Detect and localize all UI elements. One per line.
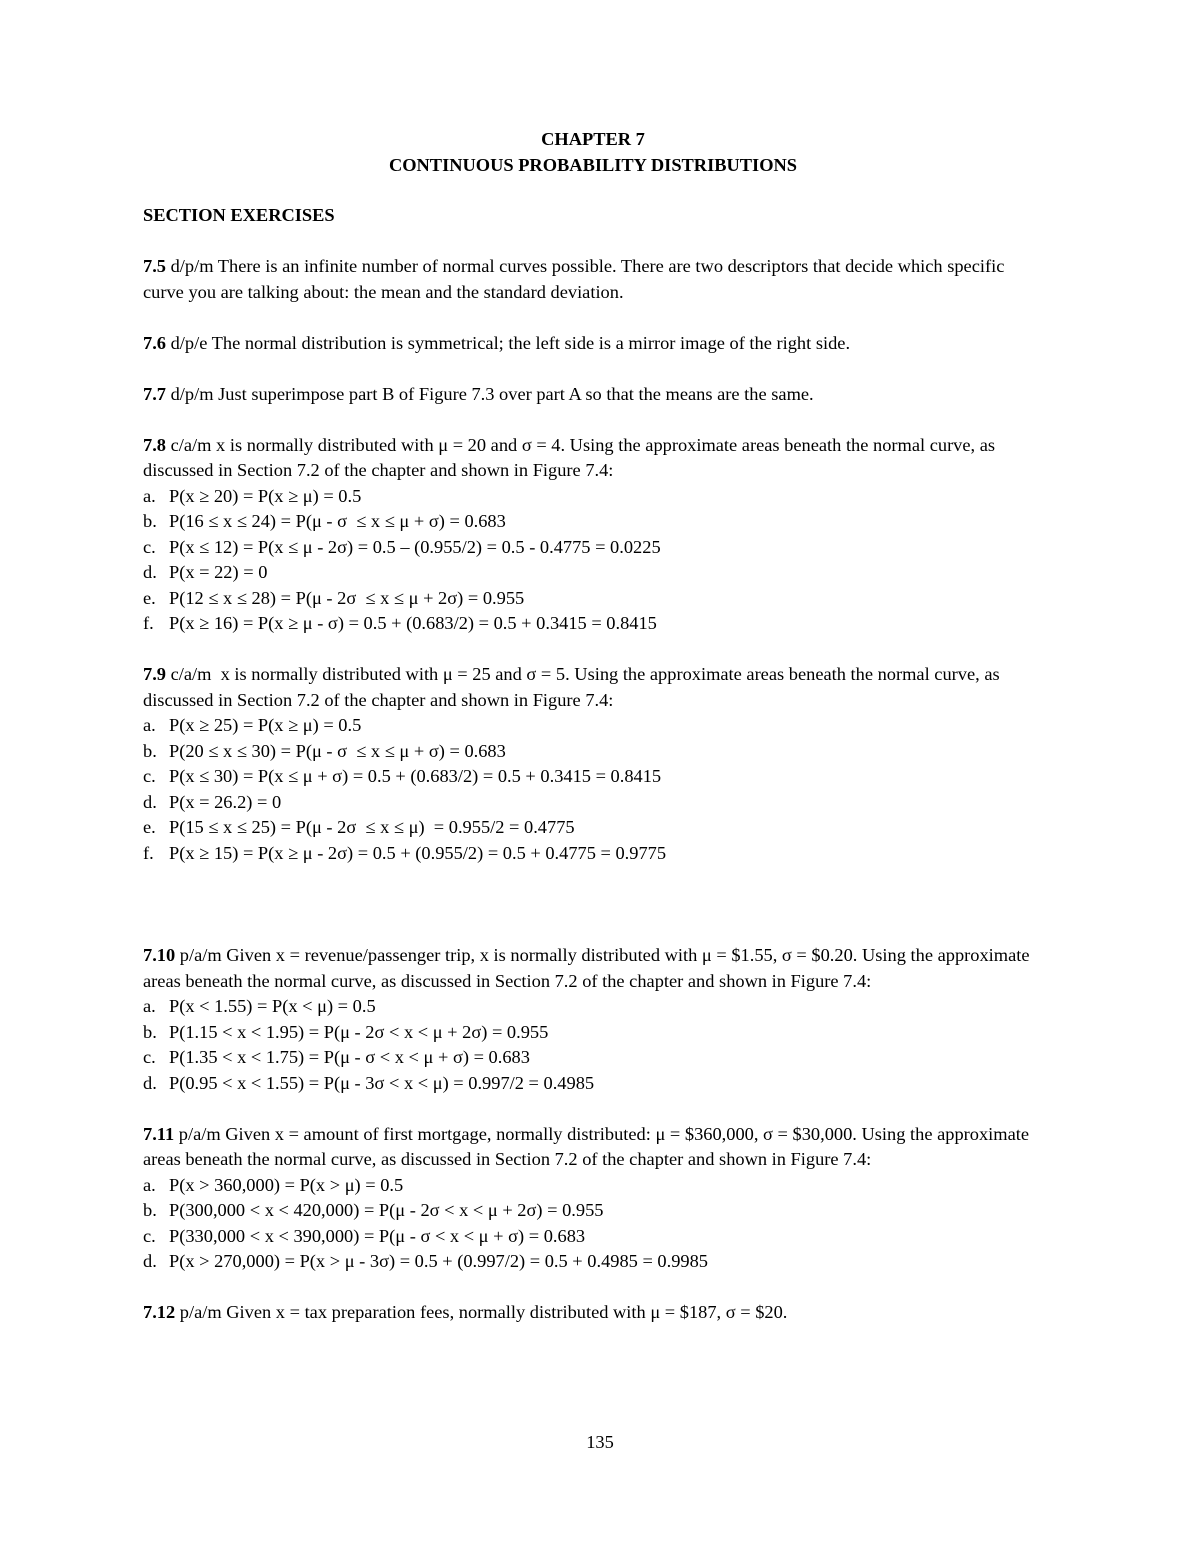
- answer-text: P(15 ≤ x ≤ 25) = P(μ - 2σ ≤ x ≤ μ) = 0.955/2 = 0.4775: [169, 817, 575, 837]
- exercise-text: p/a/m Given x = tax preparation fees, normally distributed with μ = $187, σ = $20.: [175, 1302, 788, 1322]
- answer-label: d.: [143, 791, 157, 812]
- answer-text: P(x > 270,000) = P(x > μ - 3σ) = 0.5 + (0.997/2) = 0.5 + 0.4985 = 0.9985: [169, 1251, 708, 1271]
- exercise-block: [143, 254, 1043, 305]
- answer-label: a.: [143, 996, 156, 1016]
- answer-label: c.: [143, 536, 156, 557]
- exercise-statement: [143, 331, 1043, 357]
- answer-text: P(x ≤ 30) = P(x ≤ μ + σ) = 0.5 + (0.683/2) = 0.5 + 0.3415 = 0.8415: [169, 766, 662, 786]
- answer-item: [143, 841, 1043, 867]
- exercise-number: 7.5: [143, 256, 166, 276]
- answer-item: [143, 1020, 1043, 1046]
- answer-label: d.: [143, 1251, 157, 1271]
- answer-label: d.: [143, 1072, 157, 1093]
- answer-item: [143, 1071, 1043, 1097]
- answer-item: [143, 484, 1043, 510]
- exercise-statement: [143, 662, 1043, 713]
- answer-text: P(0.95 < x < 1.55) = P(μ - 3σ < x < μ) = 0.997/2 = 0.4985: [169, 1072, 595, 1093]
- answer-text: P(x = 22) = 0: [169, 562, 268, 582]
- exercise-text: d/p/m Just superimpose part B of Figure 7.3 over part A so that the means are the same.: [166, 383, 814, 404]
- answer-list: [143, 713, 1043, 866]
- answer-label: a.: [143, 485, 156, 506]
- answer-item: [143, 1249, 1043, 1275]
- exercise-block: [143, 433, 1043, 637]
- answer-item: [143, 994, 1043, 1020]
- answer-label: b.: [143, 511, 157, 531]
- answer-label: c.: [143, 1225, 156, 1246]
- exercise-block: [143, 662, 1043, 866]
- exercise-block: [143, 1122, 1043, 1275]
- page-number: 135: [586, 1432, 614, 1452]
- exercise-text: c/a/m x is normally distributed with μ = 25 and σ = 5. Using the approximate areas beneath the normal curve, as discussed in Section 7.2 of the chapter and shown in Figure 7.4:: [143, 664, 1005, 710]
- answer-label: a.: [143, 715, 156, 735]
- answer-item: [143, 535, 1043, 561]
- answer-label: a.: [143, 1174, 156, 1195]
- exercise-number: 7.7: [143, 383, 166, 404]
- exercise-statement: [143, 382, 1043, 408]
- answer-item: [143, 1198, 1043, 1224]
- answer-label: c.: [143, 766, 156, 786]
- exercise-block: [143, 331, 1043, 357]
- exercise-text: d/p/e The normal distribution is symmetrical; the left side is a mirror image of the right side.: [166, 332, 851, 353]
- exercise-block: [143, 382, 1043, 408]
- exercise-number: 7.12: [143, 1302, 176, 1322]
- answer-text: P(12 ≤ x ≤ 28) = P(μ - 2σ ≤ x ≤ μ + 2σ) = 0.955: [169, 587, 525, 608]
- answer-text: P(1.35 < x < 1.75) = P(μ - σ < x < μ + σ) = 0.683: [169, 1047, 530, 1067]
- exercise-statement: [143, 943, 1043, 994]
- answer-item: [143, 713, 1043, 739]
- exercise-list: [143, 254, 1043, 1326]
- answer-label: e.: [143, 587, 156, 608]
- answer-text: P(20 ≤ x ≤ 30) = P(μ - σ ≤ x ≤ μ + σ) = 0.683: [169, 740, 506, 761]
- answer-item: [143, 586, 1043, 612]
- answer-label: c.: [143, 1047, 156, 1067]
- answer-item: [143, 815, 1043, 841]
- exercise-statement: [143, 1300, 1043, 1326]
- document-page: [143, 127, 1043, 1326]
- answer-text: P(1.15 < x < 1.95) = P(μ - 2σ < x < μ + 2σ) = 0.955: [169, 1021, 549, 1042]
- answer-label: b.: [143, 1200, 157, 1220]
- answer-item: [143, 1224, 1043, 1250]
- answer-label: b.: [143, 740, 157, 761]
- chapter-number: CHAPTER 7: [541, 129, 645, 149]
- exercise-number: 7.11: [143, 1123, 175, 1144]
- exercise-number: 7.6: [143, 332, 166, 353]
- answer-label: f.: [143, 613, 154, 633]
- answer-item: [143, 764, 1043, 790]
- exercise-text: d/p/m There is an infinite number of normal curves possible. There are two descriptors that decide which specific curve you are talking about: the mean and the standard deviation.: [143, 256, 1009, 302]
- exercise-block: [143, 943, 1043, 1096]
- answer-item: [143, 790, 1043, 816]
- answer-item: [143, 1173, 1043, 1199]
- answer-text: P(x ≥ 25) = P(x ≥ μ) = 0.5: [169, 715, 362, 735]
- exercise-text: c/a/m x is normally distributed with μ = 20 and σ = 4. Using the approximate areas beneath the normal curve, as discussed in Section 7.2 of the chapter and shown in Figure 7.4:: [143, 434, 1000, 480]
- answer-item: [143, 560, 1043, 586]
- answer-text: P(300,000 < x < 420,000) = P(μ - 2σ < x < μ + 2σ) = 0.955: [169, 1200, 604, 1220]
- answer-label: b.: [143, 1021, 157, 1042]
- answer-list: [143, 994, 1043, 1096]
- answer-list: [143, 1173, 1043, 1275]
- exercise-statement: [143, 1122, 1043, 1173]
- answer-text: P(x ≥ 20) = P(x ≥ μ) = 0.5: [169, 485, 362, 506]
- answer-label: f.: [143, 842, 154, 863]
- answer-label: d.: [143, 562, 157, 582]
- answer-item: [143, 739, 1043, 765]
- exercise-number: 7.8: [143, 434, 166, 455]
- answer-label: e.: [143, 817, 156, 837]
- answer-text: P(16 ≤ x ≤ 24) = P(μ - σ ≤ x ≤ μ + σ) = 0.683: [169, 511, 506, 531]
- answer-text: P(x ≥ 15) = P(x ≥ μ - 2σ) = 0.5 + (0.955/2) = 0.5 + 0.4775 = 0.9775: [169, 842, 667, 863]
- exercise-number: 7.10: [143, 945, 176, 965]
- exercise-text: p/a/m Given x = amount of first mortgage, normally distributed: μ = $360,000, σ = $30,000. Using the approximate areas beneath the normal curve, as discussed in Section 7.2 of the chapter and shown in Figure 7.4:: [143, 1123, 1034, 1169]
- answer-text: P(x ≥ 16) = P(x ≥ μ - σ) = 0.5 + (0.683/2) = 0.5 + 0.3415 = 0.8415: [169, 613, 657, 633]
- answer-text: P(330,000 < x < 390,000) = P(μ - σ < x < μ + σ) = 0.683: [169, 1225, 586, 1246]
- answer-text: P(x < 1.55) = P(x < μ) = 0.5: [169, 996, 376, 1016]
- chapter-title: CONTINUOUS PROBABILITY DISTRIBUTIONS: [388, 154, 798, 175]
- exercise-block: [143, 1300, 1043, 1326]
- answer-item: [143, 1045, 1043, 1071]
- answer-list: [143, 484, 1043, 637]
- exercise-statement: [143, 433, 1043, 484]
- answer-item: [143, 509, 1043, 535]
- section-heading: SECTION EXERCISES: [143, 205, 335, 225]
- exercise-statement: [143, 254, 1043, 305]
- exercise-number: 7.9: [143, 664, 166, 684]
- exercise-text: p/a/m Given x = revenue/passenger trip, x is normally distributed with μ = $1.55, σ = $0.20. Using the approximate areas beneath the normal curve, as discussed in Section 7.2 of the chapter and shown in Figure 7.4:: [143, 945, 1035, 991]
- answer-text: P(x > 360,000) = P(x > μ) = 0.5: [169, 1174, 404, 1195]
- answer-text: P(x = 26.2) = 0: [169, 791, 282, 812]
- answer-item: [143, 611, 1043, 637]
- answer-text: P(x ≤ 12) = P(x ≤ μ - 2σ) = 0.5 – (0.955/2) = 0.5 - 0.4775 = 0.0225: [169, 536, 661, 557]
